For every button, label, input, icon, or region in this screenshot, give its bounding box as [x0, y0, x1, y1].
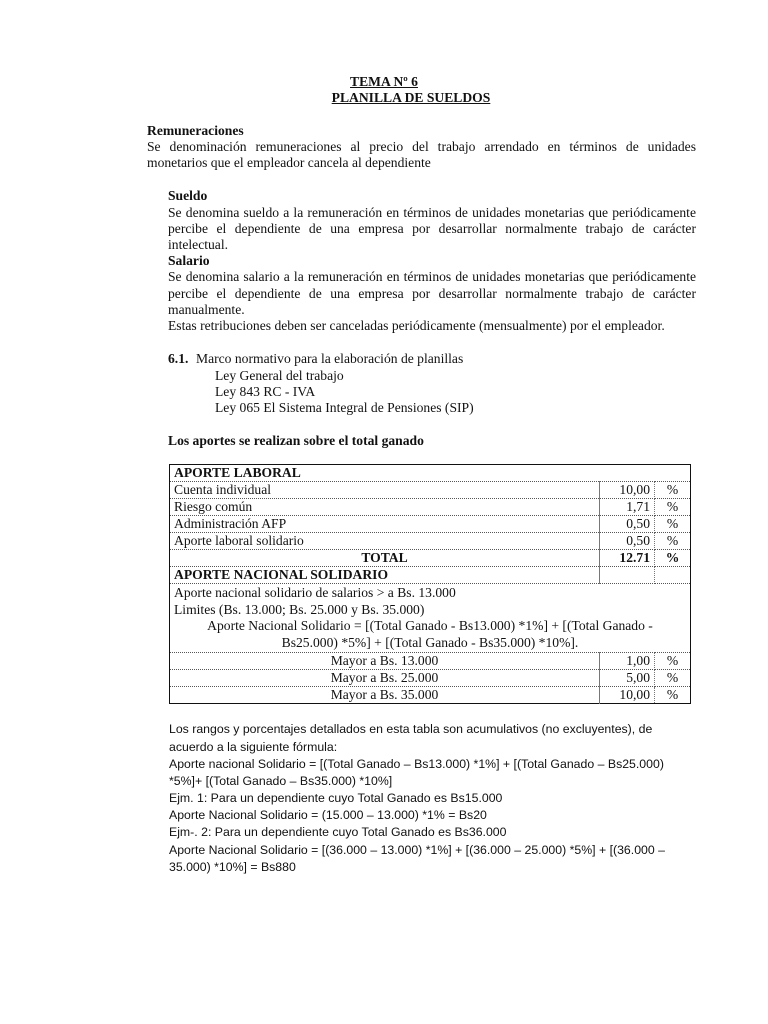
row-value: 0,50 — [600, 533, 655, 550]
table-row — [170, 567, 691, 584]
total-value: 12.71 — [600, 550, 655, 567]
aportes-heading: Los aportes se realizan sobre el total ganado — [168, 433, 424, 448]
row-label: Mayor a Bs. 13.000 — [170, 653, 600, 670]
table-row — [170, 533, 691, 550]
row-value: 10,00 — [600, 687, 655, 704]
table-row — [170, 653, 691, 670]
sueldo-line: intelectual. — [168, 237, 229, 252]
formula-line: *5%]+ [(Total Ganado – Bs35.000) *10%] — [169, 774, 393, 788]
aporte-laboral-header: APORTE LABORAL — [170, 465, 691, 482]
salario-line: percibe el dependiente de una empresa por desarrollar normalmente trabajo de carácter — [168, 286, 696, 301]
row-label: Cuenta individual — [170, 482, 600, 499]
salario-line: Estas retribuciones deben ser canceladas periódicamente (mensualmente) por el empleador. — [168, 318, 665, 333]
row-label: Riesgo común — [170, 499, 600, 516]
document-subtitle: PLANILLA DE SUELDOS — [331, 90, 491, 105]
table-row — [170, 465, 691, 482]
row-unit: % — [655, 687, 691, 704]
salario-line: manualmente. — [168, 302, 245, 317]
salario-line: Se denomina salario a la remuneración en términos de unidades monetarias que periódicamente — [168, 269, 696, 284]
row-label: Aporte laboral solidario — [170, 533, 600, 550]
document-title: TEMA Nº 6 — [350, 74, 418, 89]
row-unit: % — [655, 533, 691, 550]
row-unit: % — [655, 499, 691, 516]
note-line: Los rangos y porcentajes detallados en esta tabla son acumulativos (no excluyentes), de — [169, 722, 653, 736]
remuneraciones-line: monetarios que el empleador cancela al dependiente — [147, 155, 431, 170]
aporte-nacional-note — [170, 584, 691, 653]
table-row — [170, 482, 691, 499]
remuneraciones-line: Se denominación remuneraciones al precio del trabajo arrendado en términos de unidades — [147, 139, 696, 154]
law-item: Ley General del trabajo — [215, 368, 344, 383]
salario-heading: Salario — [168, 253, 210, 268]
note-line: Aporte nacional solidario de salarios > a Bs. 13.000 — [174, 585, 456, 600]
law-item: Ley 843 RC - IVA — [215, 384, 316, 399]
row-value: 10,00 — [600, 482, 655, 499]
sueldo-line: percibe el dependiente de una empresa por desarrollar normalmente trabajo de carácter — [168, 221, 696, 236]
table-row — [170, 516, 691, 533]
formula-line: Bs25.000) *5%] + [(Total Ganado - Bs35.000) *10%]. — [281, 634, 579, 650]
aporte-nacional-header: APORTE NACIONAL SOLIDARIO — [170, 567, 600, 584]
example-line: Aporte Nacional Solidario = [(36.000 – 13.000) *1%] + [(36.000 – 25.000) *5%] + [(36.000 – — [169, 843, 665, 857]
row-value: 1,00 — [600, 653, 655, 670]
total-label: TOTAL — [170, 550, 600, 567]
sueldo-line: Se denomina sueldo a la remuneración en términos de unidades monetarias que periódicamente — [168, 205, 696, 220]
row-unit: % — [655, 653, 691, 670]
formula-line: Aporte Nacional Solidario = [(Total Ganado - Bs13.000) *1%] + [(Total Ganado - — [207, 618, 653, 634]
table-row — [170, 550, 691, 567]
note-line: acuerdo a la siguiente fórmula: — [169, 740, 338, 754]
table-row — [170, 499, 691, 516]
row-unit: % — [655, 670, 691, 687]
row-value: 5,00 — [600, 670, 655, 687]
note-line: Limites (Bs. 13.000; Bs. 25.000 y Bs. 35.000) — [174, 601, 425, 617]
example-line: Ejm. 1: Para un dependiente cuyo Total Ganado es Bs15.000 — [169, 791, 503, 805]
row-label: Mayor a Bs. 35.000 — [170, 687, 600, 704]
marco-heading: Marco normativo para la elaboración de planillas — [196, 351, 464, 366]
row-label: Administración AFP — [170, 516, 600, 533]
total-unit: % — [655, 550, 691, 567]
law-item: Ley 065 El Sistema Integral de Pensiones (SIP) — [215, 400, 474, 415]
row-value: 0,50 — [600, 516, 655, 533]
example-line: Aporte Nacional Solidario = (15.000 – 13.000) *1% = Bs20 — [169, 808, 487, 822]
aportes-table — [169, 464, 691, 704]
sueldo-heading: Sueldo — [168, 188, 208, 203]
row-unit — [655, 567, 691, 584]
example-line: 35.000) *10%] = Bs880 — [169, 860, 296, 874]
row-label: Mayor a Bs. 25.000 — [170, 670, 600, 687]
table-row — [170, 687, 691, 704]
row-unit: % — [655, 482, 691, 499]
table-row — [170, 670, 691, 687]
table-row — [170, 584, 691, 653]
row-unit: % — [655, 516, 691, 533]
example-line: Ejm-. 2: Para un dependiente cuyo Total Ganado es Bs36.000 — [169, 825, 507, 839]
formula-line: Aporte nacional Solidario = [(Total Ganado – Bs13.000) *1%] + [(Total Ganado – Bs25.000) — [169, 757, 664, 771]
row-value — [600, 567, 655, 584]
remuneraciones-heading: Remuneraciones — [147, 123, 244, 138]
section-number: 6.1. — [168, 351, 189, 366]
row-value: 1,71 — [600, 499, 655, 516]
